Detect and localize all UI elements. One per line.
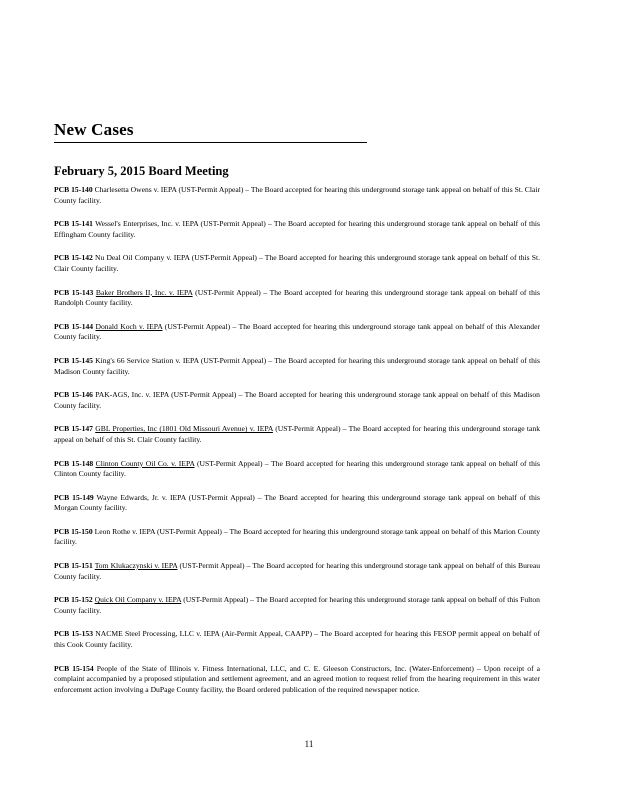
case-description: (UST-Permit Appeal) – The Board accepted for hearing this underground storage tank appeal on behalf of this Randolph County facility. xyxy=(54,287,540,308)
case-number: PCB 15-149 xyxy=(54,492,94,502)
case-number: PCB 15-145 xyxy=(54,355,93,365)
case-description: King's 66 Service Station v. IEPA (UST-Permit Appeal) – The Board accepted for hearing this underground storage tank appeal on behalf of this Madison County facility. xyxy=(54,355,540,376)
case-number: PCB 15-154 xyxy=(54,663,94,673)
case-entry xyxy=(54,219,540,240)
case-number: PCB 15-140 xyxy=(54,185,93,194)
meeting-heading: February 5, 2015 Board Meeting xyxy=(54,164,229,178)
case-entry xyxy=(54,561,540,582)
case-caption: Donald Koch v. IEPA xyxy=(95,321,163,331)
case-entry xyxy=(54,356,540,377)
case-entry xyxy=(54,493,540,514)
case-entry xyxy=(54,288,540,309)
case-description: Wayne Edwards, Jr. v. IEPA (UST-Permit Appeal) – The Board accepted for hearing this underground storage tank appeal on behalf of this Morgan County facility. xyxy=(54,492,540,513)
case-entry xyxy=(54,527,540,548)
case-description: (UST-Permit Appeal) – The Board accepted for hearing this underground storage tank appeal on behalf of this Fulton County facility. xyxy=(54,595,540,615)
case-entry xyxy=(54,253,540,274)
case-entry xyxy=(54,424,540,445)
case-number: PCB 15-148 xyxy=(54,458,94,468)
case-description: Leon Rothe v. IEPA (UST-Permit Appeal) – The Board accepted for hearing this underground storage tank appeal on behalf of this Marion County facility. xyxy=(54,526,540,547)
case-number: PCB 15-143 xyxy=(54,287,94,297)
case-description: (UST-Permit Appeal) – The Board accepted for hearing this underground storage tank appeal on behalf of this Alexander County facility. xyxy=(54,321,540,342)
case-caption: Baker Brothers II, Inc. v. IEPA xyxy=(95,287,193,297)
case-list xyxy=(54,185,540,708)
case-caption: Quick Oil Company v. IEPA xyxy=(94,595,182,605)
case-entry xyxy=(54,390,540,411)
case-caption: Tom Klukaczynski v. IEPA xyxy=(94,561,178,571)
case-number: PCB 15-152 xyxy=(54,595,93,605)
case-description: Wessel's Enterprises, Inc. v. IEPA (UST-Permit Appeal) – The Board accepted for hearing this underground storage tank appeal on behalf of this Effingham County facility. xyxy=(54,219,540,239)
section-title: New Cases xyxy=(54,120,134,139)
case-description: (UST-Permit Appeal) – The Board accepted for hearing this underground storage tank appeal on behalf of this St. Clair County facility. xyxy=(54,424,540,444)
case-description: (UST-Permit Appeal) – The Board accepted for hearing this underground storage tank appeal on behalf of this Clinton County facility. xyxy=(54,458,540,479)
case-number: PCB 15-150 xyxy=(54,526,93,536)
case-number: PCB 15-151 xyxy=(54,561,93,571)
case-entry xyxy=(54,664,540,696)
case-description: NACME Steel Processing, LLC v. IEPA (Air-Permit Appeal, CAAPP) – The Board accepted for hearing this FESOP permit appeal on behalf of this Cook County facility. xyxy=(54,629,540,650)
case-description: (UST-Permit Appeal) – The Board accepted for hearing this underground storage tank appeal on behalf of this Bureau County facility. xyxy=(54,561,540,581)
case-number: PCB 15-146 xyxy=(54,390,93,400)
case-description: Nu Deal Oil Company v. IEPA (UST-Permit Appeal) – The Board accepted for hearing this underground storage tank appeal on behalf of this St. Clair County facility. xyxy=(54,253,540,273)
case-caption: Clinton County Oil Co. v. IEPA xyxy=(95,458,195,468)
section-title-rule xyxy=(54,142,367,143)
case-description: People of the State of Illinois v. Fitness International, LLC, and C. E. Gleeson Constructors, Inc. (Water-Enforcement) – Upon receipt of a complaint accompanied by a proposed stipulation and settlement agreement, and an agreed motion to request relief from the hearing requirement in this water enforcement action involving a DuPage County facility, the Board ordered publication of the required newspaper notice. xyxy=(54,663,540,694)
case-number: PCB 15-153 xyxy=(54,629,93,639)
case-number: PCB 15-141 xyxy=(54,219,93,229)
case-entry xyxy=(54,629,540,650)
case-caption: GBL Properties, Inc (1801 Old Missouri Avenue) v. IEPA xyxy=(95,424,273,434)
case-entry xyxy=(54,459,540,480)
page-number: 11 xyxy=(304,739,314,749)
case-number: PCB 15-144 xyxy=(54,321,94,331)
case-entry xyxy=(54,595,540,616)
case-description: Charlesetta Owens v. IEPA (UST-Permit Appeal) – The Board accepted for hearing this underground storage tank appeal on behalf of this St. Clair County facility. xyxy=(54,185,540,205)
case-entry xyxy=(54,322,540,343)
case-entry xyxy=(54,185,540,206)
case-number: PCB 15-147 xyxy=(54,424,93,434)
case-description: PAK-AGS, Inc. v. IEPA (UST-Permit Appeal) – The Board accepted for hearing this underground storage tank appeal on behalf of this Madison County facility. xyxy=(54,390,540,410)
case-number: PCB 15-142 xyxy=(54,253,93,263)
